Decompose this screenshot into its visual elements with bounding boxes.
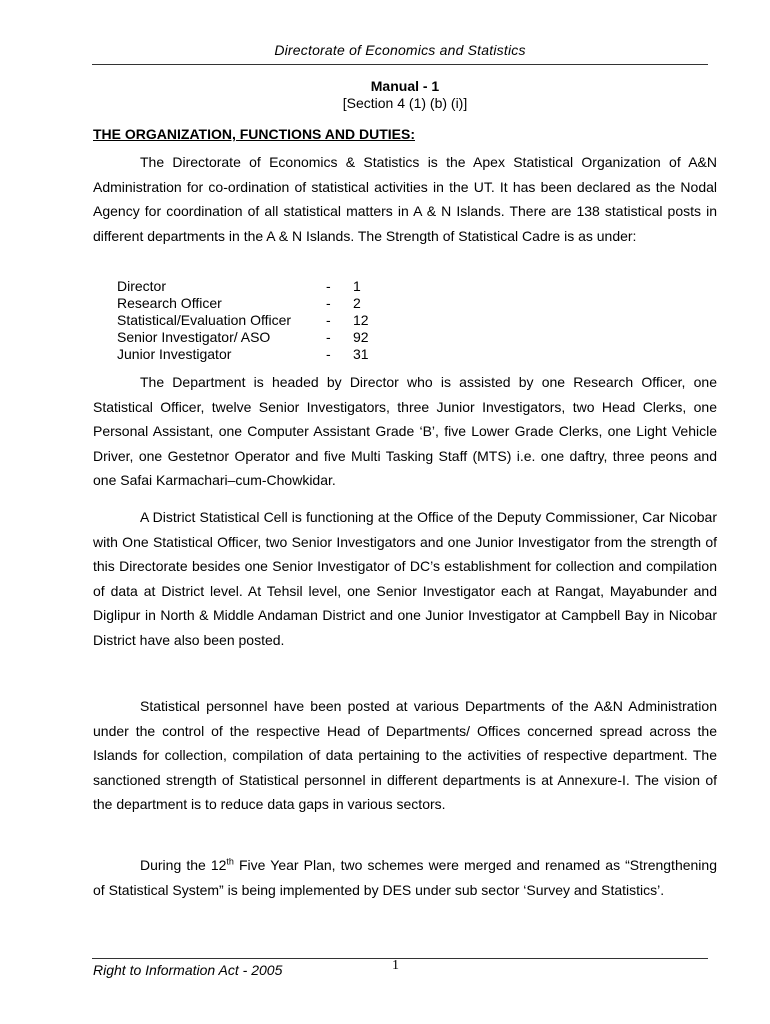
cadre-post: Junior Investigator [117,346,232,362]
cadre-dash: - [326,312,331,328]
running-header: Directorate of Economics and Statistics [274,42,526,58]
footer-rule [92,958,708,959]
cadre-post: Statistical/Evaluation Officer [117,312,292,328]
cadre-dash: - [326,346,331,362]
paragraph-five-year-plan [93,853,717,902]
cadre-post: Research Officer [117,295,222,311]
plan-text-start: During the 12 [140,857,227,873]
paragraph-intro: The Directorate of Economics & Statistics is the Apex Statistical Organization of A&N Administration for co-ordination of statistical activities in the UT. It has been declared as the Nodal Agency for coordination of all statistical matters in A & N Islands. There are 138 statistical posts in different departments in the A & N Islands. The Strength of Statistical Cadre is as under: [93,154,717,244]
paragraph-statistical-personnel: Statistical personnel have been posted at various Departments of the A&N Administration under the control of the respective Head of Departments/ Offices concerned spread across the Islands for collection, compilation of data pertaining to the activities of respective department. The sanctioned strength of Statistical personnel in different departments is at Annexure-I. The vision of the department is to reduce data gaps in various sectors. [93,698,717,812]
cadre-list [117,278,393,363]
manual-title: Manual - 1 [370,78,440,94]
header-rule [92,64,708,65]
cadre-count: 1 [353,278,361,294]
cadre-row [117,329,393,346]
cadre-dash: - [326,329,331,345]
cadre-row [117,278,393,295]
cadre-row [117,312,393,329]
cadre-count: 31 [353,346,369,362]
cadre-dash: - [326,278,331,294]
cadre-count: 12 [353,312,369,328]
paragraph-department-staff: The Department is headed by Director who is assisted by one Research Officer, one Statistical Officer, twelve Senior Investigators, three Junior Investigators, two Head Clerks, one Personal Assistant, one Computer Assistant Grade ‘B’, five Lower Grade Clerks, one Light Vehicle Driver, one Gestetnor Operator and five Multi Tasking Staff (MTS) i.e. one daftry, three peons and one Safai Karmachari–cum-Chowkidar. [93,374,717,488]
ordinal-suffix: th [226,856,234,867]
paragraph-district-cell: A District Statistical Cell is functioning at the Office of the Deputy Commissioner, Car Nicobar with One Statistical Officer, two Senior Investigators and one Junior Investigator from the strength of this Directorate besides one Senior Investigator of DC’s establishment for collection and compilation of data at District level. At Tehsil level, one Senior Investigator each at Rangat, Mayabunder and Diglipur in North & Middle Andaman District and one Junior Investigator at Campbell Bay in Nicobar District have also been posted. [93,509,717,648]
cadre-post: Director [117,278,167,294]
section-heading: THE ORGANIZATION, FUNCTIONS AND DUTIES: [93,126,415,142]
page-number: 1 [392,958,399,973]
cadre-count: 92 [353,329,369,345]
cadre-post: Senior Investigator/ ASO [117,329,271,345]
cadre-dash: - [326,295,331,311]
cadre-row [117,346,393,363]
plan-text-end: Five Year Plan, two schemes were merged and renamed as “Strengthening of Statistical System” is being implemented by DES under sub sector ‘Survey and Statistics’. [93,857,717,898]
footer-text: Right to Information Act - 2005 [93,962,283,978]
section-reference: [Section 4 (1) (b) (i)] [342,95,468,111]
cadre-count: 2 [353,295,361,311]
cadre-row [117,295,393,312]
